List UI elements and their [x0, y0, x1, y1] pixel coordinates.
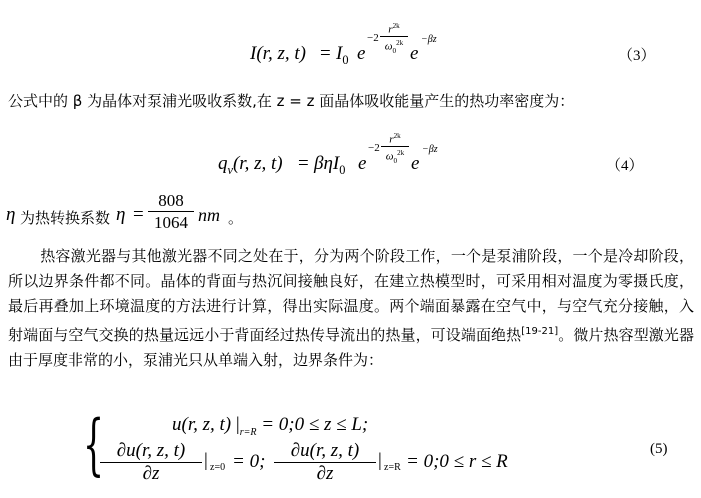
eq3-i0: $I_0$ — [336, 43, 349, 67]
eq5-sub-1: z=0 — [210, 462, 226, 473]
eq4-e2: e — [411, 153, 420, 174]
eq5-line1-bar: | — [235, 414, 240, 435]
eta-fraction-den: 1064 — [154, 213, 188, 232]
eq4-number: （4） — [606, 158, 644, 174]
eq5-sub-2: z=R — [384, 462, 401, 473]
eta-symbol-2: η — [116, 204, 126, 225]
eq5-brace: { — [83, 406, 104, 483]
eq5-line1-rhs: = 0;0 ≤ z ≤ L; — [261, 414, 369, 435]
eq3-equals: = — [320, 43, 331, 64]
eq4-rhs-pre: βηI$_0$ — [314, 153, 346, 177]
eta-unit: nm — [198, 205, 220, 225]
eq4-exp-sign: −2 — [368, 142, 380, 154]
eq3-number: （3） — [618, 48, 656, 64]
eta-end: 。 — [228, 209, 244, 227]
sentence-beta: 公式中的 β 为晶体对泵浦光吸收系数,在 z = z 面晶体吸收能量产生的热功率密度为： — [8, 92, 575, 110]
eq5-mid: = 0; — [232, 451, 266, 472]
eta-text: 为热转换系数 — [20, 209, 111, 227]
eq5-deriv-1: ∂u(r, z, t) ∂z — [100, 440, 202, 485]
eq5-deriv-2: ∂u(r, z, t) ∂z — [274, 440, 376, 485]
eq3-lhs: I(r, z, t) — [250, 43, 306, 64]
equation-5-line-1 — [172, 414, 368, 438]
citation: [19-21] — [521, 326, 559, 337]
eta-fraction-num: 808 — [148, 190, 194, 212]
eq4-lhs: $q_v(r$, z, t) — [218, 153, 283, 177]
eq3-exp-fraction: $r^{2k}$ $\omega_0^{2k}$ — [380, 20, 408, 57]
eta-equals: = — [133, 204, 144, 225]
eq3-e2: e — [410, 43, 419, 64]
eq3-e2-exponent: −βz — [421, 34, 437, 45]
eq5-number: (5) — [650, 441, 668, 457]
eta-symbol: η — [6, 204, 16, 225]
eq5-end: = 0;0 ≤ r ≤ R — [406, 451, 508, 472]
eq5-line1-lhs: u(r, z, t) — [172, 414, 232, 435]
paragraph-text-2: 。微片热容型激光器由于厚度非常的小，泵浦光只从单端入射，边界条件为： — [8, 326, 694, 369]
eq4-e: e — [358, 153, 367, 174]
eq5-line1-sub: r=R — [239, 426, 257, 438]
eq4-exp-fraction: $r^{2k}$ $\omega_0^{2k}$ — [381, 130, 409, 167]
eq3-e: e — [357, 43, 366, 64]
eq3-exp-sign: −2 — [367, 32, 379, 44]
body-paragraph — [8, 244, 694, 373]
eta-fraction — [148, 190, 194, 233]
eq4-equals: = — [298, 153, 309, 174]
paragraph-text: 热容激光器与其他激光器不同之处在于，分为两个阶段工作，一个是泵浦阶段，一个是冷却阶段，所以边界条件都不同。晶体的背面与热沉间接触良好，在建立热模型时，可采用相对温度为零摄氏度，最后再叠加上环境温度的方法进行计算，得出实际温度。两个端面暴露在空气中，与空气充分接触，入射端面与空气交换的热量远远小于背面经过热传导流出的热量，可设端面绝热 — [8, 247, 694, 344]
eq4-e2-exponent: −βz — [422, 144, 438, 155]
